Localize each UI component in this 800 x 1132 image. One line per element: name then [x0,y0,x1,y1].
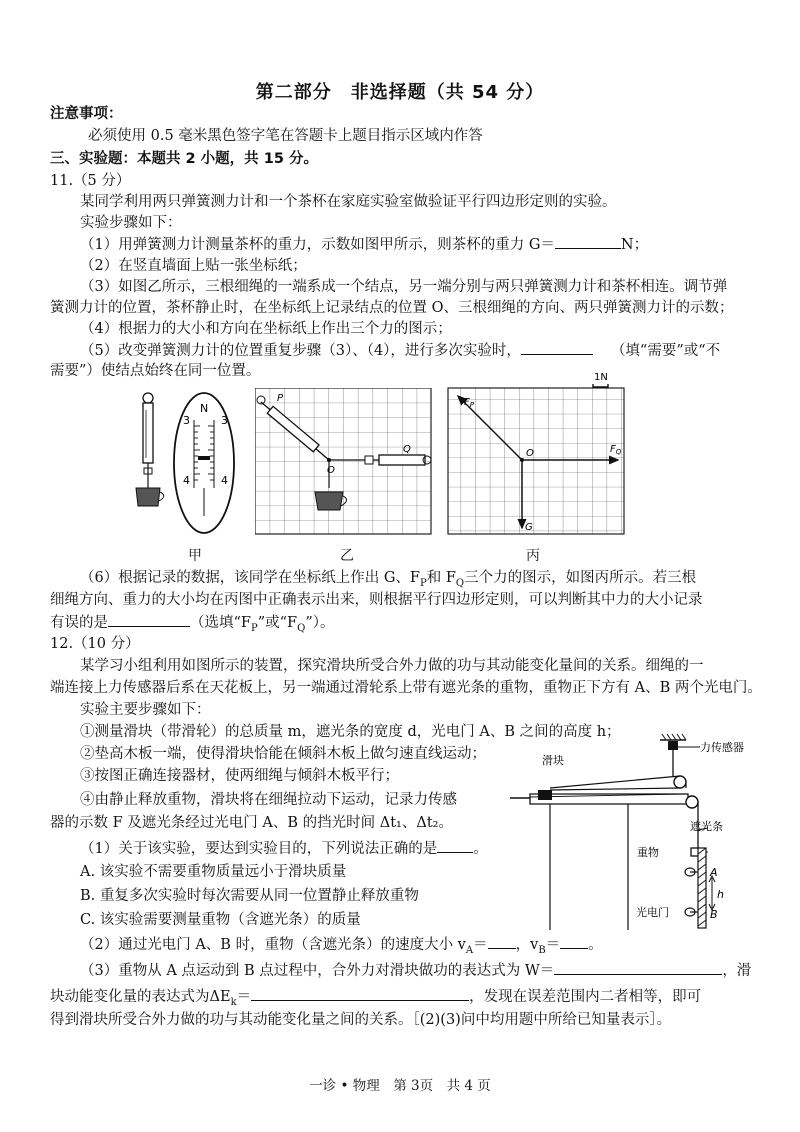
q12-intro-b: 端连接上力传感器后系在天花板上，另一端通过滑轮系上带有遮光条的重物，重物正下方有 A、B 两个光电门。 [50,680,762,696]
answer-blank[interactable] [437,838,473,853]
q11-step4: （4）根据力的大小和方向在坐标纸上作出三个力的图示； [80,321,452,337]
label-slider: 滑块 [542,754,564,767]
answer-blank[interactable] [555,234,621,249]
q12-option-c[interactable]: C. 该实验需要测量重物（含遮光条）的质量 [80,912,361,928]
label-a: A [710,866,718,879]
q12-step1: ①测量滑块（带滑轮）的总质量 m，遮光条的宽度 d，光电门 A、B 之间的高度 h； [80,724,621,740]
q12-step4b: 器的示数 F 及遮光条经过光电门 A、B 的挡光时间 Δt₁、Δt₂。 [50,815,453,831]
scale-1n: 1N [594,372,608,383]
q11-step6c: 有误的是 （选填“$F_P$”或“$F_Q$”）。 [50,612,334,639]
q11-steps-heading: 实验步骤如下： [80,215,182,231]
dial-tick-3-left: 3 [183,414,190,427]
answer-blank[interactable] [488,934,516,949]
answer-blank[interactable] [108,612,190,627]
label-weight: 重物 [637,846,659,859]
caption-bing: 丙 [526,548,540,564]
fp-label: $F_P$ [464,397,474,409]
answer-blank[interactable] [554,960,722,975]
q12-part3c: 得到滑块所受合外力做的功与其动能变化量之间的关系。［(2)(3)问中均用题中所给已知量表示］。 [50,1012,672,1028]
notice-heading: 注意事项： [50,106,123,122]
figure-jia [128,388,240,538]
figure-yi [255,388,437,536]
q11-step5a: （5）改变弹簧测力计的位置重复步骤（3）、（4），进行多次实验时， （填“需要”或“不 [80,340,720,361]
g-label: G [525,522,533,533]
q11-intro: 某同学利用两只弹簧测力计和一个茶杯在家庭实验室做验证平行四边形定则的实验。 [80,194,617,210]
q12-part3b: 块动能变化量的表达式为$\Delta E_k=$ ，发现在误差范围内二者相等，即可 [50,986,701,1013]
q12-step2: ②垫高木板一端，使得滑块恰能在倾斜木板上做匀速直线运动； [80,746,486,762]
label-gate: 光电门 [636,906,669,919]
q12-intro-a: 某学习小组利用如图所示的装置，探究滑块所受合外力做的功与其动能变化量间的关系。细绳的一 [80,658,704,674]
q12-part3a: （3）重物从 A 点运动到 B 点过程中，合外力对滑块做功的表达式为 W＝ ，滑 [80,960,751,981]
answer-blank[interactable] [521,340,593,355]
part-heading: 三、实验题：本题共 2 小题，共 15 分。 [50,151,318,167]
bing-o: O [526,448,534,459]
figure-apparatus [510,730,780,935]
page-footer: 一诊 • 物理 第 3页 共 4 页 [309,1078,491,1094]
label-p: P [277,393,284,404]
dial-n-label: N [200,402,209,415]
q11-step2: （2）在竖直墙面上贴一张坐标纸； [80,258,307,274]
q11-step5b: 需要”）使结点始终在同一位置。 [50,363,261,379]
fq-label: $F_Q$ [610,444,622,456]
q12-number: 12.（10 分） [50,636,140,652]
notice-text: 必须使用 0.5 毫米黑色签字笔在答题卡上题目指示区域内作答 [88,128,483,144]
label-o: O [327,465,335,476]
caption-yi: 乙 [340,548,354,564]
q12-option-a[interactable]: A. 该实验不需要重物质量远小于滑块质量 [80,864,347,880]
q12-option-b[interactable]: B. 重复多次实验时每次需要从同一位置静止释放重物 [80,888,419,904]
q12-step4a: ④由静止释放重物，滑块将在细绳拉动下运动，记录力传感 [80,792,457,808]
label-q: Q [403,444,411,455]
section-title: 第二部分 非选择题（共 54 分） [255,82,545,103]
label-force-sensor: 力传感器 [700,741,744,754]
q11-step6b: 细绳方向、重力的大小均在丙图中正确表示出来，则根据平行四边形定则，可以判断其中力的大小记录 [50,592,703,608]
answer-blank[interactable] [251,986,469,1001]
dial-tick-4-right: 4 [221,474,228,487]
q11-step1: （1）用弹簧测力计测量茶杯的重力，示数如图甲所示，则茶杯的重力 G＝ N； [80,234,648,255]
q12-part1: （1）关于该实验，要达到实验目的，下列说法正确的是 。 [80,838,488,859]
figure-bing [446,370,636,536]
q11-step3a: （3）如图乙所示，三根细绳的一端系成一个结点，另一端分别与两只弹簧测力计和茶杯相连。调节弹 [80,279,728,295]
dial-tick-4-left: 4 [183,474,190,487]
caption-jia: 甲 [188,548,202,564]
q11-step3b: 簧测力计的位置，茶杯静止时，在坐标纸上记录结点的位置 O、三根细绳的方向、两只弹簧测力计的示数； [50,300,734,316]
q11-step6a: （6）根据记录的数据，该同学在坐标纸上作出 G、$F_P$和 $F_Q$三个力的图示，如图丙所示。若三根 [80,570,697,589]
label-strip: 遮光条 [690,820,723,833]
label-b: B [710,908,718,921]
answer-blank[interactable] [560,934,588,949]
q12-steps-heading: 实验主要步骤如下： [80,702,211,718]
q11-number: 11.（5 分） [50,173,131,189]
q12-part2: （2）通过光电门 A、B 时，重物（含遮光条）的速度大小 $v_A=$ ，$v_B=$ 。 [80,934,603,961]
q12-step3: ③按图正确连接器材，使两细绳与倾斜木板平行； [80,768,399,784]
label-h: h [717,888,724,901]
dial-tick-3-right: 3 [221,414,228,427]
